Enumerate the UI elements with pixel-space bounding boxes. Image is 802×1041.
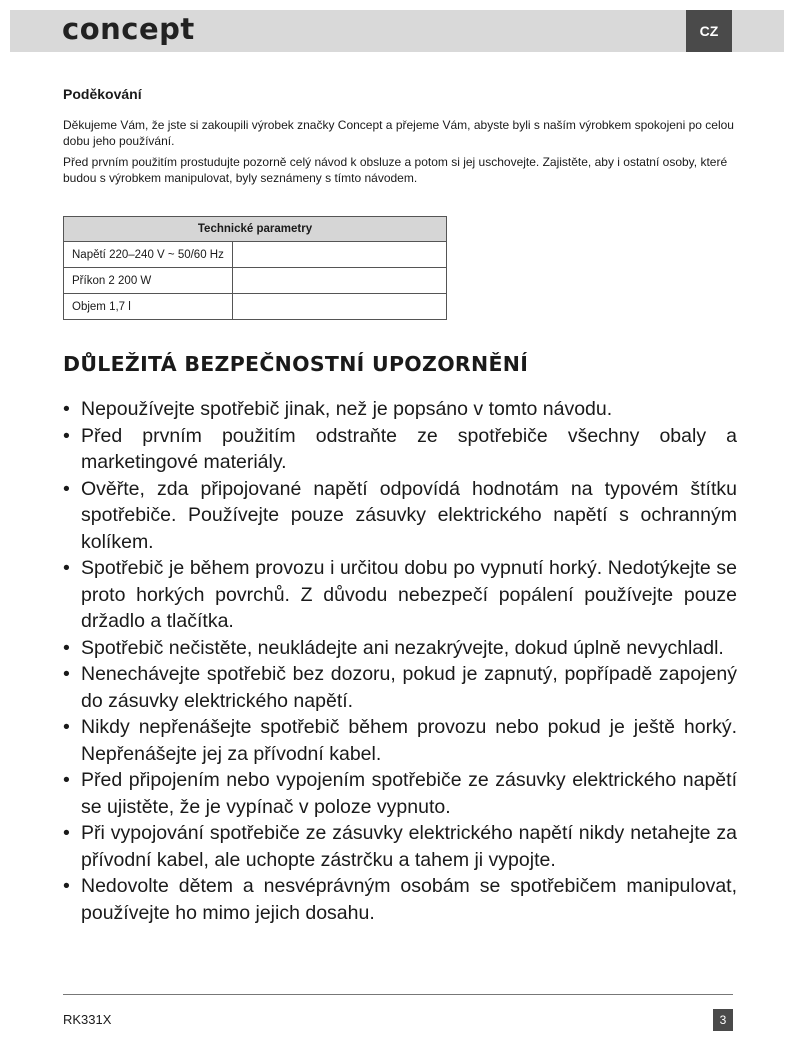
list-item: • Ověřte, zda připojované napětí odpovídá hodnotám na typovém štítku spotřebiče. Používejte pouze zásuvky elektrického napětí s ochranným kolíkem.: [63, 476, 737, 556]
language-badge: CZ: [686, 10, 732, 52]
table-cell: Příkon 2 200 W: [64, 268, 233, 294]
intro-text: [63, 117, 739, 191]
list-item: • Nenechávejte spotřebič bez dozoru, pokud je zapnutý, popřípadě zapojený do zásuvky elektrického napětí.: [63, 661, 737, 714]
safety-title: DŮLEŽITÁ BEZPEČNOSTNÍ UPOZORNĚNÍ: [63, 352, 529, 376]
intro-paragraph: Děkujeme Vám, že jste si zakoupili výrobek značky Concept a přejeme Vám, abyste byli s naším výrobkem spokojeni po celou dobu jeho používání.: [63, 118, 734, 148]
footer-divider: [63, 994, 733, 995]
list-item: • Spotřebič je během provozu i určitou dobu po vypnutí horký. Nedotýkejte se proto horkých povrchů. Z důvodu nebezpečí popálení používejte pouze držadlo a tlačítka.: [63, 555, 737, 635]
page-header-bar: [10, 10, 784, 52]
tech-params-header: Technické parametry: [64, 217, 447, 242]
intro-title: Poděkování: [63, 86, 142, 102]
table-row: [64, 294, 447, 320]
model-number: RK331X: [63, 1012, 112, 1027]
intro-paragraph: Před prvním použitím prostudujte pozorně celý návod k obsluze a potom si jej uschovejte. Zajistěte, aby i ostatní osoby, které budou s výrobkem manipulovat, byly seznámeny s tímto návodem.: [63, 155, 728, 185]
list-item: • Při vypojování spotřebiče ze zásuvky elektrického napětí nikdy netahejte za přívodní kabel, ale uchopte zástrčku a tahem ji vypojte.: [63, 820, 737, 873]
list-item: • Nedovolte dětem a nesvéprávným osobám se spotřebičem manipulovat, používejte ho mimo jejich dosahu.: [63, 873, 737, 926]
brand-logo: concept: [62, 12, 195, 46]
list-item: • Nikdy nepřenášejte spotřebič během provozu nebo pokud je ještě horký. Nepřenášejte jej za přívodní kabel.: [63, 714, 737, 767]
table-cell-empty: [232, 242, 446, 268]
table-cell-empty: [232, 268, 446, 294]
table-cell: Napětí 220–240 V ~ 50/60 Hz: [64, 242, 233, 268]
list-item: • Před prvním použitím odstraňte ze spotřebiče všechny obaly a marketingové materiály.: [63, 423, 737, 476]
tech-params-table: [63, 216, 447, 320]
safety-list: [63, 396, 737, 926]
table-row: [64, 242, 447, 268]
list-item: • Nepoužívejte spotřebič jinak, než je popsáno v tomto návodu.: [63, 396, 737, 423]
table-cell-empty: [232, 294, 446, 320]
list-item: • Spotřebič nečistěte, neukládejte ani nezakrývejte, dokud úplně nevychladl.: [63, 635, 737, 662]
list-item: • Před připojením nebo vypojením spotřebiče ze zásuvky elektrického napětí se ujistěte, že je vypínač v poloze vypnuto.: [63, 767, 737, 820]
table-row: [64, 268, 447, 294]
table-cell: Objem 1,7 l: [64, 294, 233, 320]
page-number: 3: [713, 1009, 733, 1031]
